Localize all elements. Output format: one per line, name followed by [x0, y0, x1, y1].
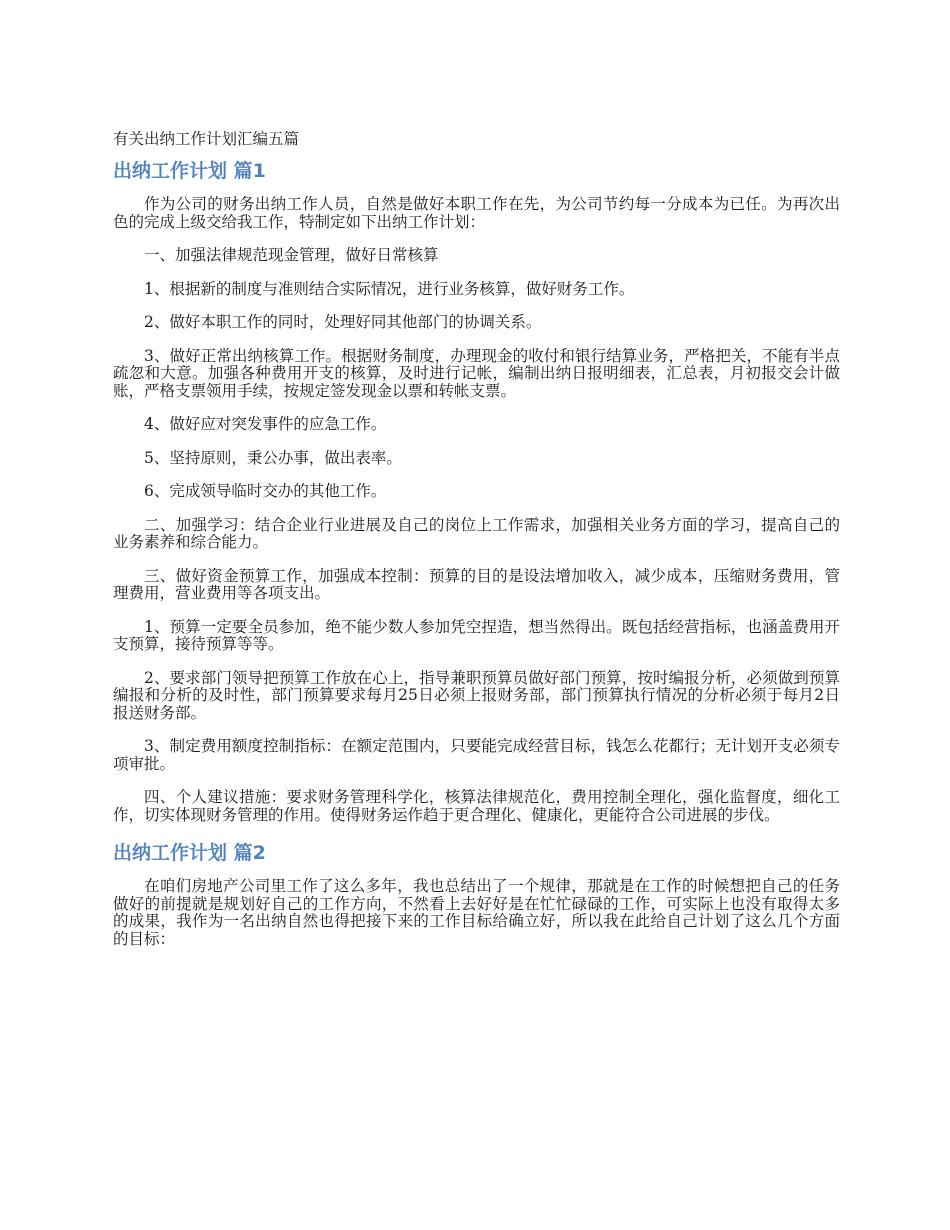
paragraph: 6、完成领导临时交办的其他工作。 [144, 482, 387, 500]
paragraph: 3、做好正常出纳核算工作。根据财务制度，办理现金的收付和银行结算业务，严格把关，不能有半点疏忽和大意。加强各种费用开支的核算，及时进行记帐，编制出纳日报明细表，汇总表，月初报交会计做账，严格支票领用手续，按规定签发现金以票和转帐支票。 [113, 346, 840, 400]
paragraph: 4、做好应对突发事件的应急工作。 [144, 415, 387, 433]
section-2 [113, 840, 840, 948]
paragraph: 作为公司的财务出纳工作人员，自然是做好本职工作在先，为公司节约每一分成本为已任。为再次出色的完成上级交给我工作，特制定如下出纳工作计划： [113, 195, 840, 231]
paragraph: 2、要求部门领导把预算工作放在心上，指导兼职预算员做好部门预算，按时编报分析，必须做到预算编报和分析的及时性，部门预算要求每月25日必须上报财务部，部门预算执行情况的分析必须于每月2日报送财务部。 [113, 668, 840, 722]
paragraph: 1、根据新的制度与准则结合实际情况，进行业务核算，做好财务工作。 [144, 279, 635, 298]
paragraph: 在咱们房地产公司里工作了这么多年，我也总结出了一个规律，那就是在工作的时候想把自己的任务做好的前提就是规划好自己的工作方向，不然看上去好好是在忙忙碌碌的工作，可实际上也没有取得太多的成果，我作为一名出纳自然也得把接下来的工作目标给确立好，所以我在此给自己计划了这么几个方面的目标： [113, 877, 840, 948]
section-heading: 出纳工作计划 篇2 [113, 842, 266, 864]
paragraph: 5、坚持原则，秉公办事，做出表率。 [144, 448, 402, 467]
paragraph: 1、预算一定要全员参加，绝不能少数人参加凭空捏造，想当然得出。既包括经营指标，也涵盖费用开支预算，接待预算等等。 [113, 617, 840, 653]
paragraph: 2、做好本职工作的同时，处理好同其他部门的协调关系。 [144, 313, 542, 331]
document-page [113, 118, 840, 964]
paragraph: 3、制定费用额度控制指标：在额定范围内，只要能完成经营目标，钱怎么花都行；无计划开支必须专项审批。 [113, 737, 840, 773]
paragraph: 四、个人建议措施：要求财务管理科学化，核算法律规范化，费用控制全理化，强化监督度，细化工作，切实体现财务管理的作用。使得财务运作趋于更合理化、健康化，更能符合公司进展的步伐。 [113, 788, 840, 824]
document-title: 有关出纳工作计划汇编五篇 [113, 130, 300, 148]
paragraph: 三、做好资金预算工作，加强成本控制：预算的目的是设法增加收入，减少成本，压缩财务费用，管理费用，营业费用等各项支出。 [113, 566, 840, 602]
section-heading: 出纳工作计划 篇1 [113, 160, 266, 182]
paragraph: 一、加强法律规范现金管理，做好日常核算 [144, 246, 439, 264]
paragraph: 二、加强学习：结合企业行业进展及自己的岗位上工作需求，加强相关业务方面的学习，提高自己的业务素养和综合能力。 [113, 515, 840, 551]
section-1 [113, 158, 840, 824]
